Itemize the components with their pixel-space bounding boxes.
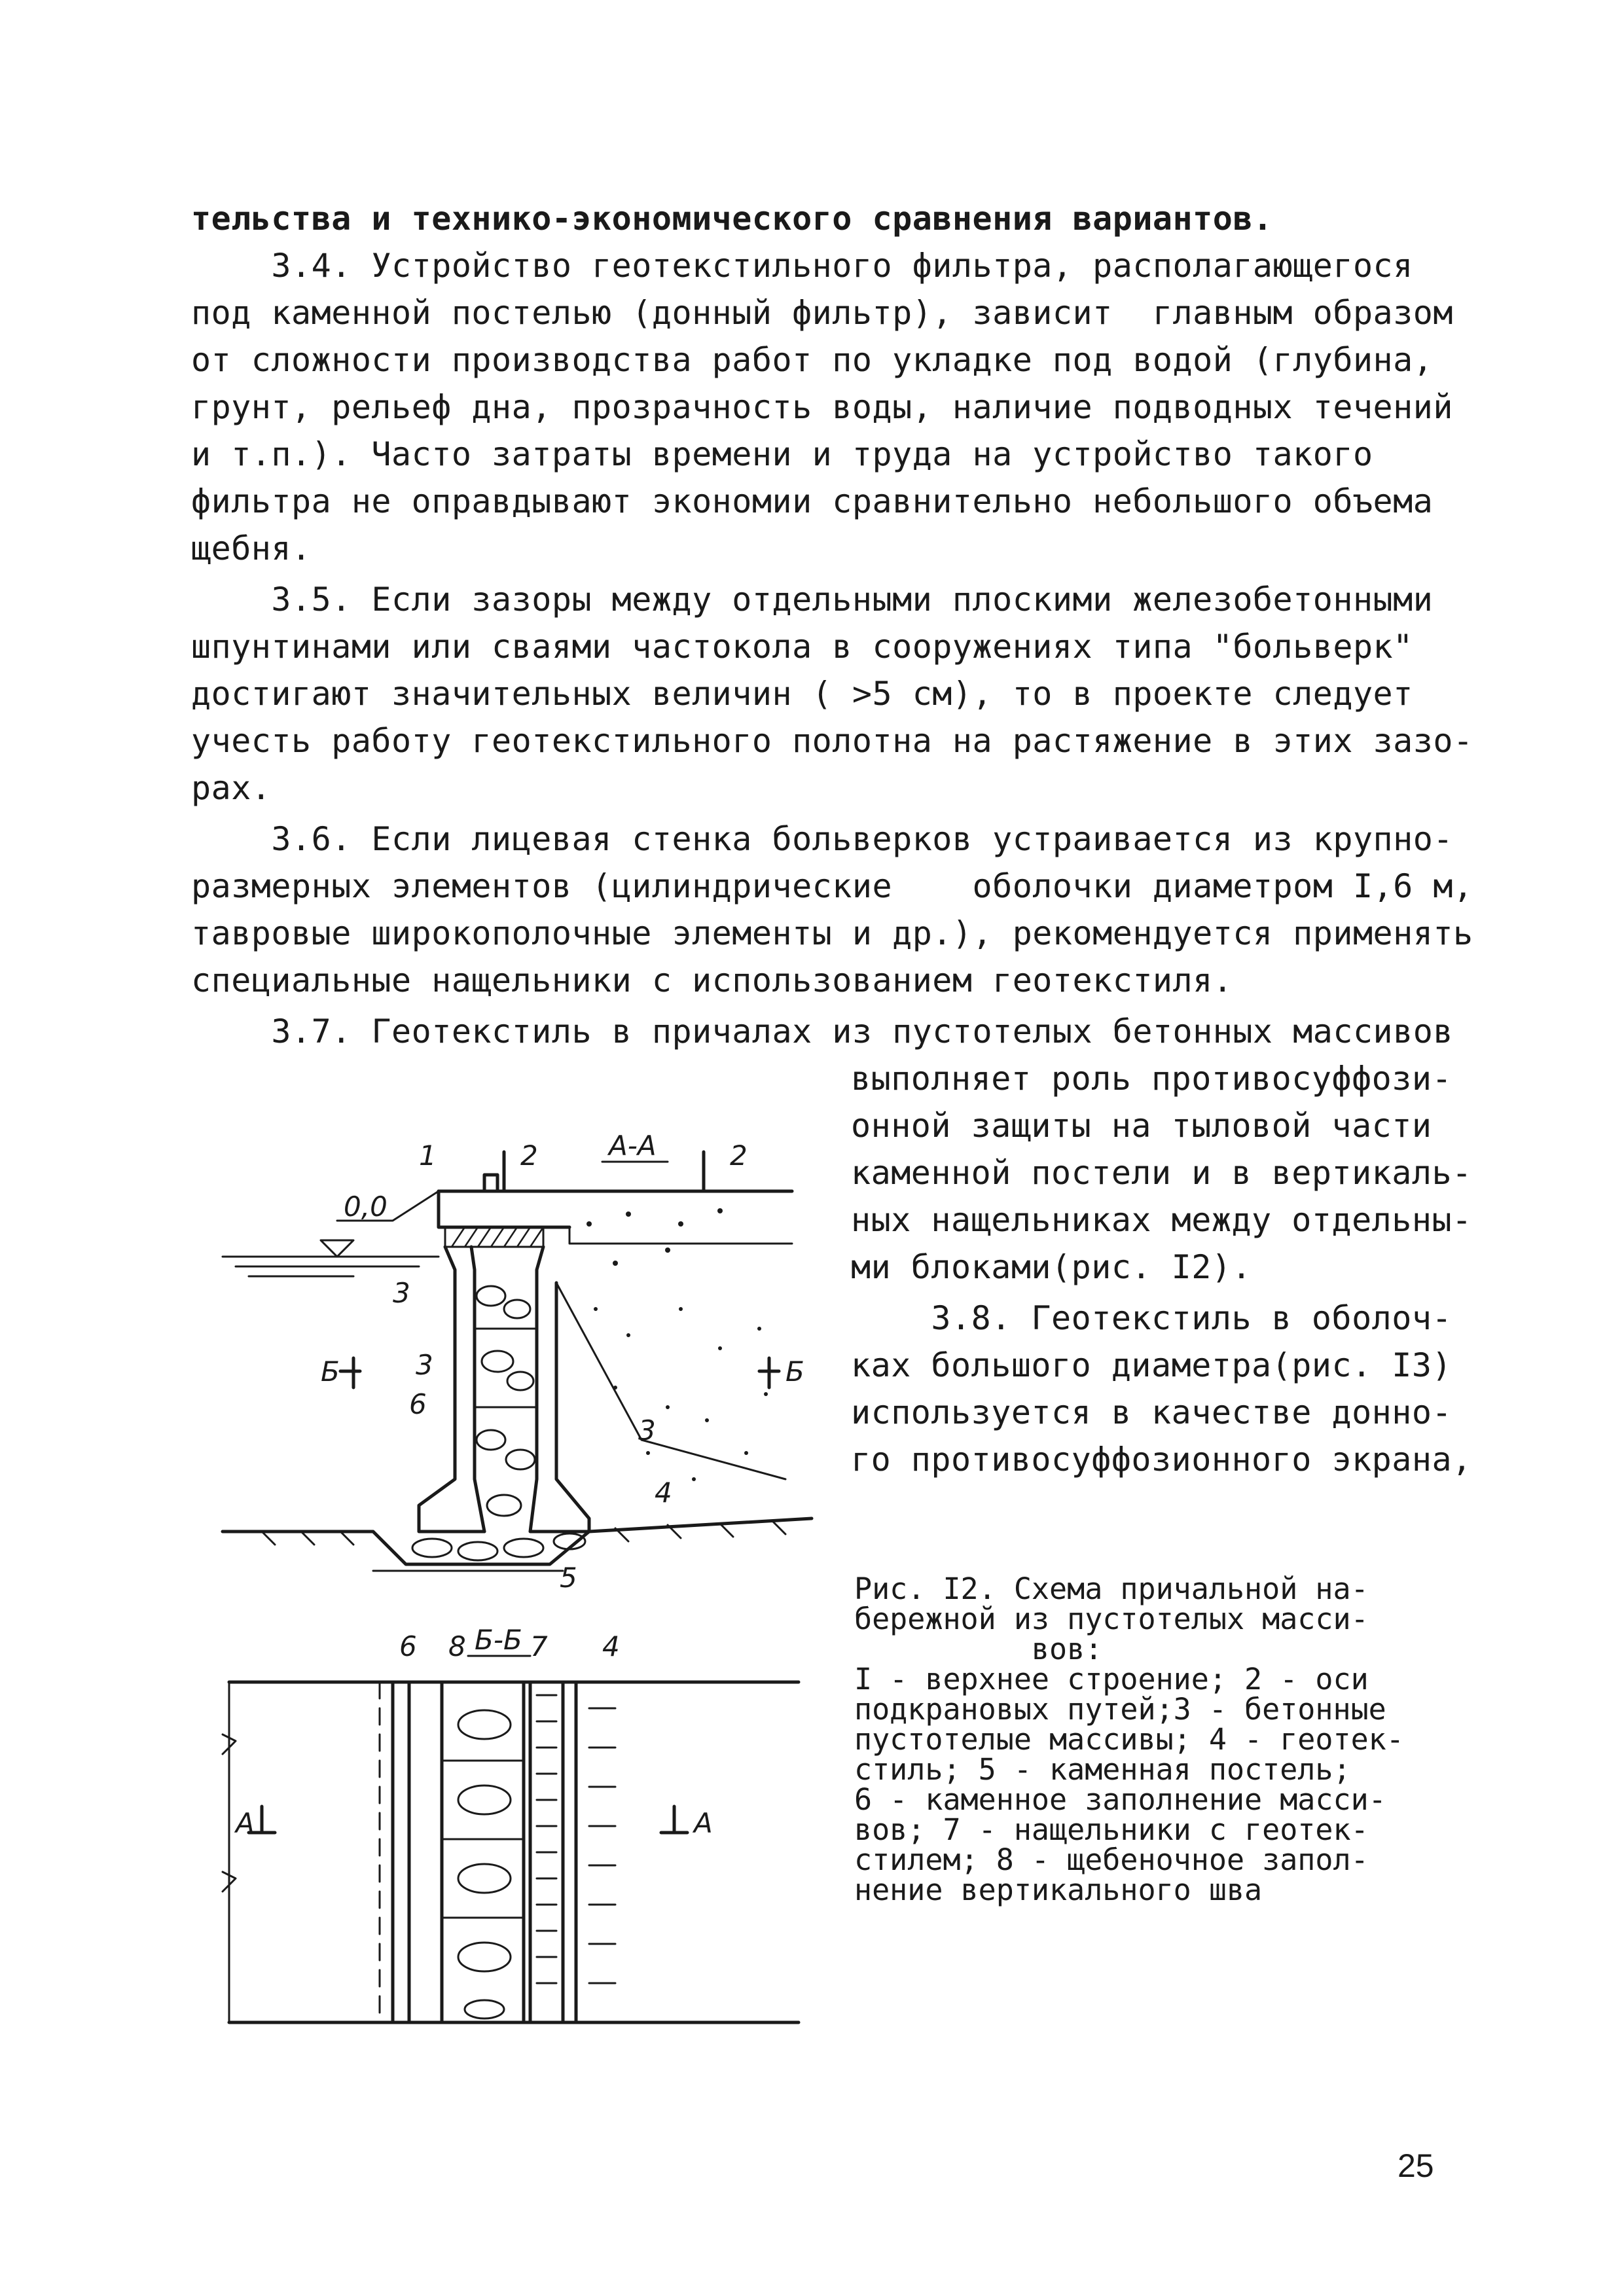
figure-section-bb	[223, 1617, 799, 2042]
level-label: 0,0	[344, 1191, 388, 1223]
text-line: 3.4. Устройство геотекстильного фильтра, располагающегося	[191, 247, 1413, 285]
caption-line: пустотелые массивы; 4 - геотек-	[854, 1722, 1404, 1757]
caption-line: вов; 7 - нащельники с геотек-	[854, 1812, 1369, 1847]
section-bb-label: Б-Б	[475, 1624, 522, 1656]
section-mark-left	[340, 1358, 360, 1388]
text-line: и т.п.). Часто затраты времени и труда на устройство такого	[191, 435, 1373, 473]
section-mark-label: Б	[321, 1355, 340, 1388]
text-line: щебня.	[191, 529, 312, 567]
page-number: 25	[1398, 2147, 1434, 2184]
water-line	[223, 1257, 439, 1276]
text-line: 3.6. Если лицевая стенка больверков устраивается из крупно-	[191, 820, 1453, 858]
section-mark-label: А	[236, 1807, 255, 1839]
text-line: тавровые широкополочные элементы и др.), рекомендуется применять	[191, 914, 1473, 952]
callout-1: 1	[419, 1139, 437, 1172]
callout-3: 3	[638, 1414, 656, 1446]
caption-line: вов:	[854, 1632, 1103, 1666]
text-line: 3.8. Геотекстиль в оболоч-	[851, 1299, 1453, 1337]
text-line: достигают значительных величин ( >5 см), то в проекте следует	[191, 675, 1413, 713]
caption-line: бережной из пустотелых масси-	[854, 1602, 1369, 1636]
superstructure-outline	[439, 1191, 569, 1227]
geotextile-line	[556, 1283, 785, 1479]
text-line: размерных элементов (цилиндрические оболочки диаметром I,6 м,	[191, 867, 1473, 905]
backfill-upper-boundary	[569, 1227, 792, 1244]
cap-hatching	[452, 1227, 543, 1247]
plan-face-lines	[393, 1682, 409, 2022]
plan-callout-4: 4	[602, 1630, 620, 1662]
text-line: используется в качестве донно-	[851, 1393, 1453, 1431]
plan-stones	[458, 1710, 511, 2018]
caption-line: стилем; 8 - щебеночное запол-	[854, 1842, 1369, 1877]
text-line: тельства и технико-экономического сравнения вариантов.	[191, 200, 1273, 238]
caption-line: подкрановых путей;3 - бетонные	[854, 1692, 1386, 1727]
text-line: под каменной постелью (донный фильтр), зависит главным образом	[191, 294, 1453, 332]
text-line: онной защиты на тыловой части	[851, 1107, 1432, 1145]
text-line: фильтра не оправдывают экономии сравнительно небольшого объема	[191, 482, 1434, 520]
callout-2: 2	[520, 1139, 538, 1172]
callout-6: 6	[409, 1388, 427, 1420]
text-line: 3.7. Геотекстиль в причалах из пустотелых бетонных массивов	[191, 1013, 1453, 1050]
plan-callout-8: 8	[448, 1630, 466, 1662]
text-line: шпунтинами или сваями частокола в сооружениях типа "больверк"	[191, 628, 1413, 666]
rail-mark	[484, 1175, 497, 1191]
text-line: учесть работу геотекстильного полотна на растяжение в этих зазо-	[191, 722, 1473, 760]
text-line: ках большого диаметра(рис. I3)	[851, 1346, 1453, 1384]
figure-section-aa	[223, 1113, 812, 1623]
text-line: го противосуффозионного экрана,	[851, 1441, 1472, 1479]
section-mark-label: Б	[785, 1355, 804, 1388]
callout-3: 3	[393, 1277, 410, 1309]
caption-line: 6 - каменное заполнение масси-	[854, 1782, 1386, 1817]
text-line: ми блоками(рис. I2).	[851, 1248, 1252, 1286]
section-mark-right	[759, 1358, 779, 1388]
caption-line: Рис. I2. Схема причальной на-	[854, 1571, 1369, 1606]
section-aa-label: А-А	[609, 1130, 657, 1162]
stone-fill	[477, 1286, 535, 1516]
text-line: грунт, рельеф дна, прозрачность воды, наличие подводных течений	[191, 388, 1453, 426]
caption-line: стиль; 5 - каменная постель;	[854, 1752, 1351, 1787]
plan-right-hatching	[589, 1708, 615, 1983]
callout-4: 4	[655, 1477, 672, 1509]
backfill-dots	[586, 1208, 768, 1481]
callout-3: 3	[416, 1349, 433, 1381]
text-line: ных нащельниках между отдельны-	[851, 1201, 1472, 1239]
massif-front-inner	[471, 1247, 484, 1532]
text-line: 3.5. Если зазоры между отдельными плоскими железобетонными	[191, 581, 1434, 619]
level-marker	[321, 1240, 353, 1257]
figure-caption	[854, 1571, 1476, 1907]
massif-joints	[442, 1761, 524, 1918]
section-mark-a-right	[661, 1806, 687, 1833]
text-line: каменной постели и в вертикаль-	[851, 1154, 1472, 1192]
callout-5: 5	[560, 1562, 577, 1594]
callout-2: 2	[730, 1139, 748, 1172]
text-line: от сложности производства работ по укладке под водой (глубина,	[191, 341, 1434, 379]
plan-callout-6: 6	[399, 1630, 417, 1662]
text-line: рах.	[191, 769, 272, 807]
text-line: выполняет роль противосуффози-	[851, 1060, 1453, 1098]
plan-callout-7: 7	[530, 1630, 548, 1662]
text-line: специальные нащельники с использованием геотекстиля.	[191, 961, 1233, 999]
section-mark-label: А	[694, 1807, 713, 1839]
geotextile-hatching	[537, 1695, 556, 1983]
caption-line: нение вертикального шва	[854, 1873, 1263, 1907]
caption-line: I - верхнее строение; 2 - оси	[854, 1662, 1369, 1696]
